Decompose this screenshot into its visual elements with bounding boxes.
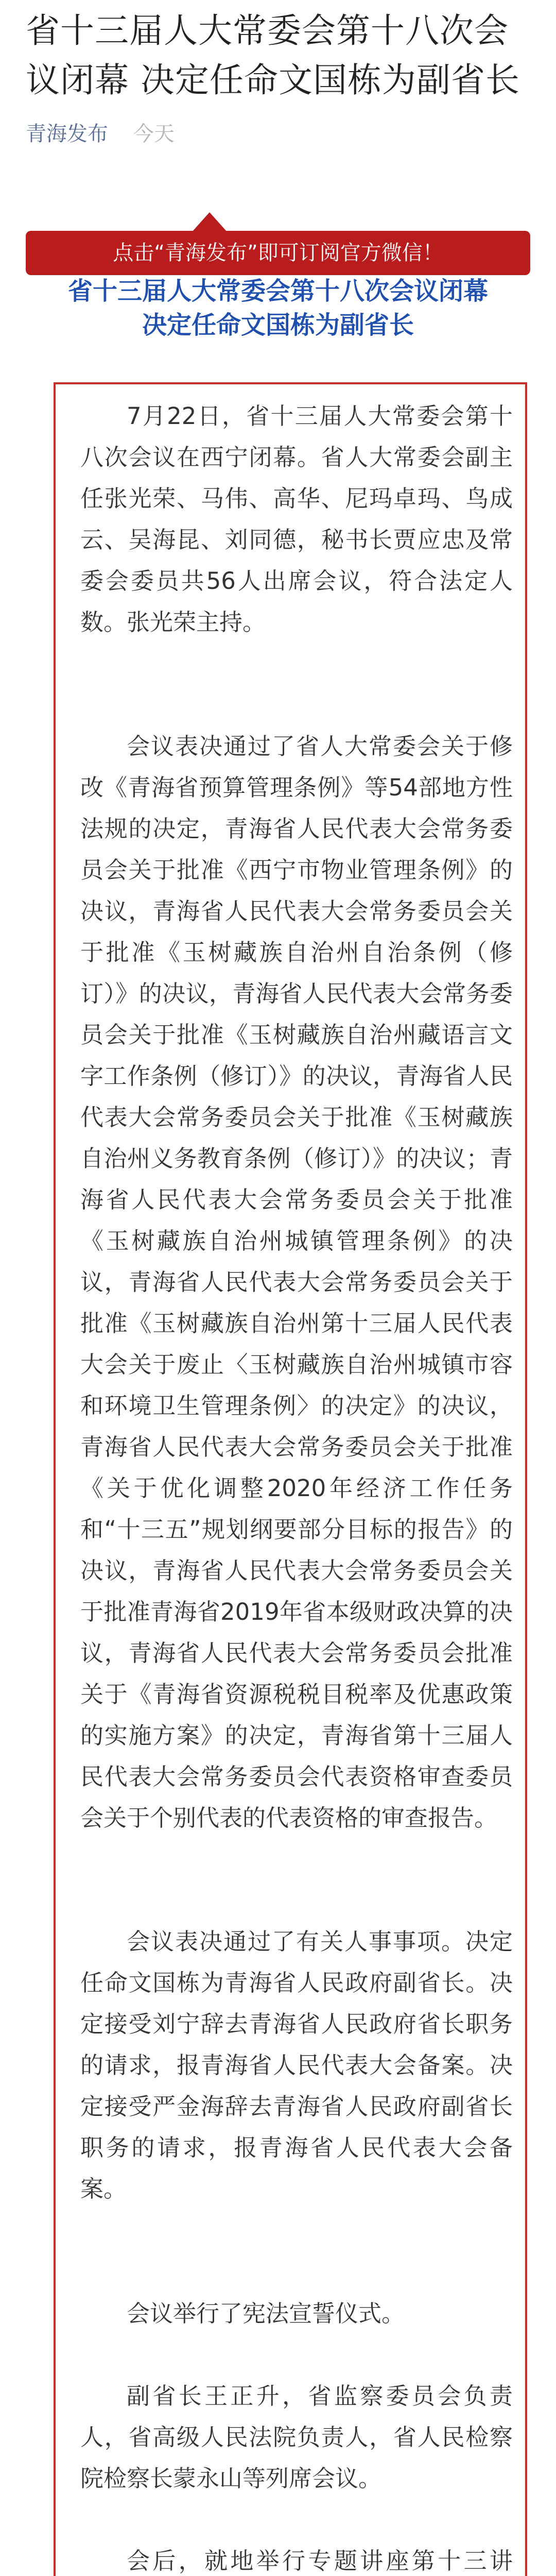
article-paragraph: 副省长王正升，省监察委员会负责人，省高级人民法院负责人，省人民检察院检察长蒙永山等列席会议。 xyxy=(80,2382,513,2492)
publish-time: 今天 xyxy=(133,122,175,146)
subscribe-banner[interactable]: 点击“青海发布”即可订阅官方微信！ xyxy=(26,231,530,275)
article-title: 省十三届人大常委会第十八次会议闭幕 决定任命文国栋为副省长 xyxy=(26,11,520,100)
article-paragraph: 会议表决通过了省人大常委会关于修改《青海省预算管理条例》等54部地方性法规的决定，青海省人民代表大会常务委员会关于批准《西宁市物业管理条例》的决议，青海省人民代表大会常务委员会关于批准《玉树藏族自治州自治条例（修订）》的决议，青海省人民代表大会常务委员会关于批准《玉树藏族自治州藏语言文字工作条例（修订）》的决议，青海省人民代表大会常务委员会关于批准《玉树藏族自治州义务教育条例（修订）》的决议；青海省人民代表大会常务委员会关于批准《玉树藏族自治州城镇管理条例》的决议，青海省人民代表大会常务委员会关于批准《玉树藏族自治州第十三届人民代表大会关于废止〈玉树藏族自治州城镇市容和环境卫生管理条例〉的决定》的决议，青海省人民代表大会常务委员会关于批准《关于优化调整2020年经济工作任务和“十三五”规划纲要部分目标的报告》的决议，青海省人民代表大会常务委员会关于批准青海省2019年省本级财政决算的决议，青海省人民代表大会常务委员会批准关于《青海省资源税税目税率及优惠政策的实施方案》的决定，青海省第十三届人民代表大会常务委员会代表资格审查委员会关于个别代表的代表资格的审查报告。 xyxy=(80,733,513,1832)
article-paragraph: 会后，就地举行专题讲座第十三讲 xyxy=(127,2547,513,2574)
article-meta xyxy=(26,120,175,148)
article-paragraph: 会议举行了宪法宣誓仪式。 xyxy=(127,2300,405,2327)
subtitle-line: 省十三届人大常委会第十八次会议闭幕 xyxy=(67,277,488,306)
banner-arrow-icon xyxy=(192,212,227,232)
source-account-link[interactable]: 青海发布 xyxy=(26,122,108,146)
article-paragraph: 会议表决通过了有关人事事项。决定任命文国栋为青海省人民政府副省长。决定接受刘宁辞去青海省人民政府省长职务的请求，报青海省人民代表大会备案。决定接受严金海辞去青海省人民政府副省长职务的请求，报青海省人民代表大会备案。 xyxy=(80,1928,513,2202)
article-paragraph: 7月22日，省十三届人大常委会第十八次会议在西宁闭幕。省人大常委会副主任张光荣、马伟、高华、尼玛卓玛、鸟成云、吴海昆、刘同德，秘书长贾应忠及常委会委员共56人出席会议，符合法定人数。张光荣主持。 xyxy=(80,402,513,636)
subtitle-line: 决定任命文国栋为副省长 xyxy=(142,311,414,340)
article-subtitle xyxy=(26,274,530,342)
